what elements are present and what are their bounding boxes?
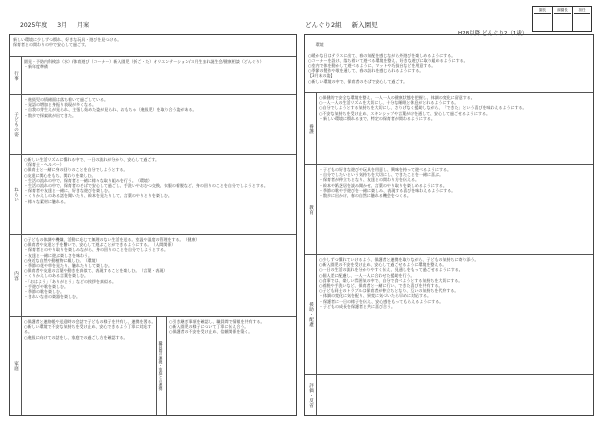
row-label: 内容 [10,235,22,316]
events-row [10,57,296,95]
row-label: 評価・反省 [305,375,317,415]
support-row [305,255,593,375]
class-name: どんぐり2組 [305,21,342,29]
goal-row [10,35,296,57]
environment-text [308,37,590,94]
events-text: 園見・予防内科検診（水）/体育遊び（コーナー）新入園児（折ご・た）オリエンテーション/３月生まれ誕生会/健康相談（どんぐり） ・新年度準備 [24,59,264,70]
goal-text: 新しい環境に少しずつ慣れ、好きな玩具・遊びを見つける。 保育者との関わりの中で安心して過ごす。 [13,37,122,48]
child-state-text: ・進級児の情緒面は落ち着いて過ごしている。 ・発語の増加と身振り表現が多くなる。 ・自我の芽生えが見られ、主張し始めた姿が見られ、おもちゃ（進級児）を取り合う姿がある。 ・散歩で探索欲が出てきた。 [24,97,197,118]
care-row [305,93,593,165]
family-text: ○保護者と連絡帳や送迎時の会話で子どもの様子を共有し、連携を図る。 ○新しい環境で不安な気持ちを受け止め、安心できるよう丁寧に対応する。 ○進級に向けての話をし、家庭での過ごし方を確認する。 [24,319,156,340]
education-row [305,165,593,255]
plan-type: 月案 [77,22,90,29]
support-text: ○少しずつ慣れていけるよう、保護者と連携を取りながら、子どもの気持ちに寄り添う。 ○新入園児の不安を受け止め、安心して過ごせるように環境を整える。 ○一日の生活の流れを分かりやすく伝え、見通しをもって過ごせるようにする。 ○個人差に配慮し、一人一人に合わせた援助を行う。 ○食事では、楽しい雰囲気の中で、自分で食べようとする気持ちを大切にする。 ○着脱や手洗いなど、保育者と一緒に行い、できた喜びを共有する。 ○子ども同士のトラブルは保育者が仲立ちとなり、互いの気持ちを代弁する。 ・体調の変化に気を配り、異変に気づいたら早めに対応する。 ・保護者に一日の様子を伝え、安心感をもってもらえるようにする。 ・子どもの成長を保護者と共に喜び合う。 [319,257,479,309]
environment-label: 環境 [315,42,324,48]
stamp-box: 担任 [572,6,592,32]
right-panel [304,34,594,416]
plan-month: 3月 [57,22,68,29]
left-panel [9,34,297,416]
content-row [10,235,296,317]
row-label: 家庭 [10,317,22,415]
row-label: 援助・配慮 [305,255,317,374]
class-type: 新入園児 [351,21,378,29]
child-state-row [10,95,296,155]
aim-text: ○新しい生活リズムに慣れる中で、一日の流れが分かり、安心して過ごす。 （保育士・ヘルパー） ○保育士と一緒に身の回りのことを自分でしようとする。 ○友達に関心をもち、関わりを楽しむ。 ・生活の流れの中で、保育者と一緒に様々な取り組みを行う。（環境） ・生活の流れの中で、保育者のそばで安心して過ごし、手洗いやおむつ交換、衣服の着脱など、身の回りのことを自分でしようとする。 ・保育者や友達と一緒に、好きな遊びを楽しむ。 ・くりかえしのある話を聞いたり、絵本を見たりして、言葉のやりとりを楽しむ。 ・様々な素材に触れる。 [24,157,268,204]
environment-row [305,35,593,93]
plan-year: 2025年度 [20,22,48,29]
row-label: ねらい [10,155,22,234]
stamp-box: 園長 [532,6,552,32]
row-label: 行事 [10,57,22,94]
row-label: 子どもの姿 [10,95,22,154]
aim-row [10,155,296,235]
collab-label: 職員間の連携・家庭との連携 [157,317,167,415]
environment-body: ○暖かな日はテラスに出て、春の気配を感じながら外遊びを楽しめるようにする。 ○コーナーを設け、落ち着いて遊べる環境を整え、好きな遊びに取り組めるようにする。 ○室内で体を動かして遊べるように、マットや巧技台などを用意する。 ○季節の製作や歌を通して、春の訪れを感じられるようにする。 【3月末の姿】 ○新しい環境の中で、保育者のそばで安心して過ごす。 [308,52,468,84]
care-text: ○保健的で安全な環境を整え、一人一人の健康状態を把握し、体調の変化に留意する。 ○一人一人の生活リズムを大切にし、十分な睡眠と休息がとれるようにする。 ○自分でしようとする気持ちを大切にし、さりげなく援助しながら、「できた」という喜びを味わえるようにする。 ○不安な気持ちを受け止め、スキンシップや言葉がけを通して、安心して過ごせるようにする。 ・新しい環境に慣れるまで、特定の保育者が関わるようにする。 [319,95,527,121]
collab-column [156,317,296,415]
curriculum-label: H28以降 どんぐり2（1歳） [458,31,528,37]
stamp-box: 副園長 [552,6,572,32]
approval-stamps [532,6,592,32]
education-text: ・子どもの好きな遊びや玩具を用意し、興味を持って遊べるようにする。 ・自分でしたいという気持ちを大切にし、できたことを一緒に喜ぶ。 ・保育者が仲立ちとなり、友達との関わり方を伝える。 ・絵本や紙芝居を読み聞かせ、言葉のやり取りを楽しめるようにする。 ・季節の歌や手遊びを一緒に楽しみ、表現する喜びを味わえるようにする。 ・散歩に出かけ、春の自然に触れる機会をつくる。 [319,167,456,199]
row-label: 養護 [305,93,317,164]
evaluation-row [305,375,593,415]
family-row [10,317,296,415]
content-text: ○子どもの体調や機嫌、活動に応じて無理のない生活を送る。室温や湿度の管理をする。（健康） ○保育者や友達と手を繋いで、安心して遊ぶことができるようにする。（人間関係） ・保育者とのやり取りを楽しみながら、身の回りのことを自分でしようとする。 ・友達と一緒に遊ぶ楽しさを味わう。 ○身近な自然や動植物に親しむ。（環境） ・季節の花や草を見たり、触れたりして楽しむ。 ○保育者や友達の言葉や動きを真似て、表現することを楽しむ。（言葉・表現） ・くりかえしのある言葉を楽しむ。 ・「おはよう」「ありがとう」などの挨拶を真似る。 ・手遊びや歌を楽しむ。 ・季節の歌を楽しむ。 ・きれいな音の楽器を楽しむ。 [24,237,200,300]
collab-text: ○引き継ぎ事項を確認し、職員間で情報を共有する。 ○新入園児の様子について丁寧に伝え合う。 ○保護者の不安を受け止め、信頼関係を築く。 [169,319,265,335]
row-label: 教育 [305,165,317,254]
